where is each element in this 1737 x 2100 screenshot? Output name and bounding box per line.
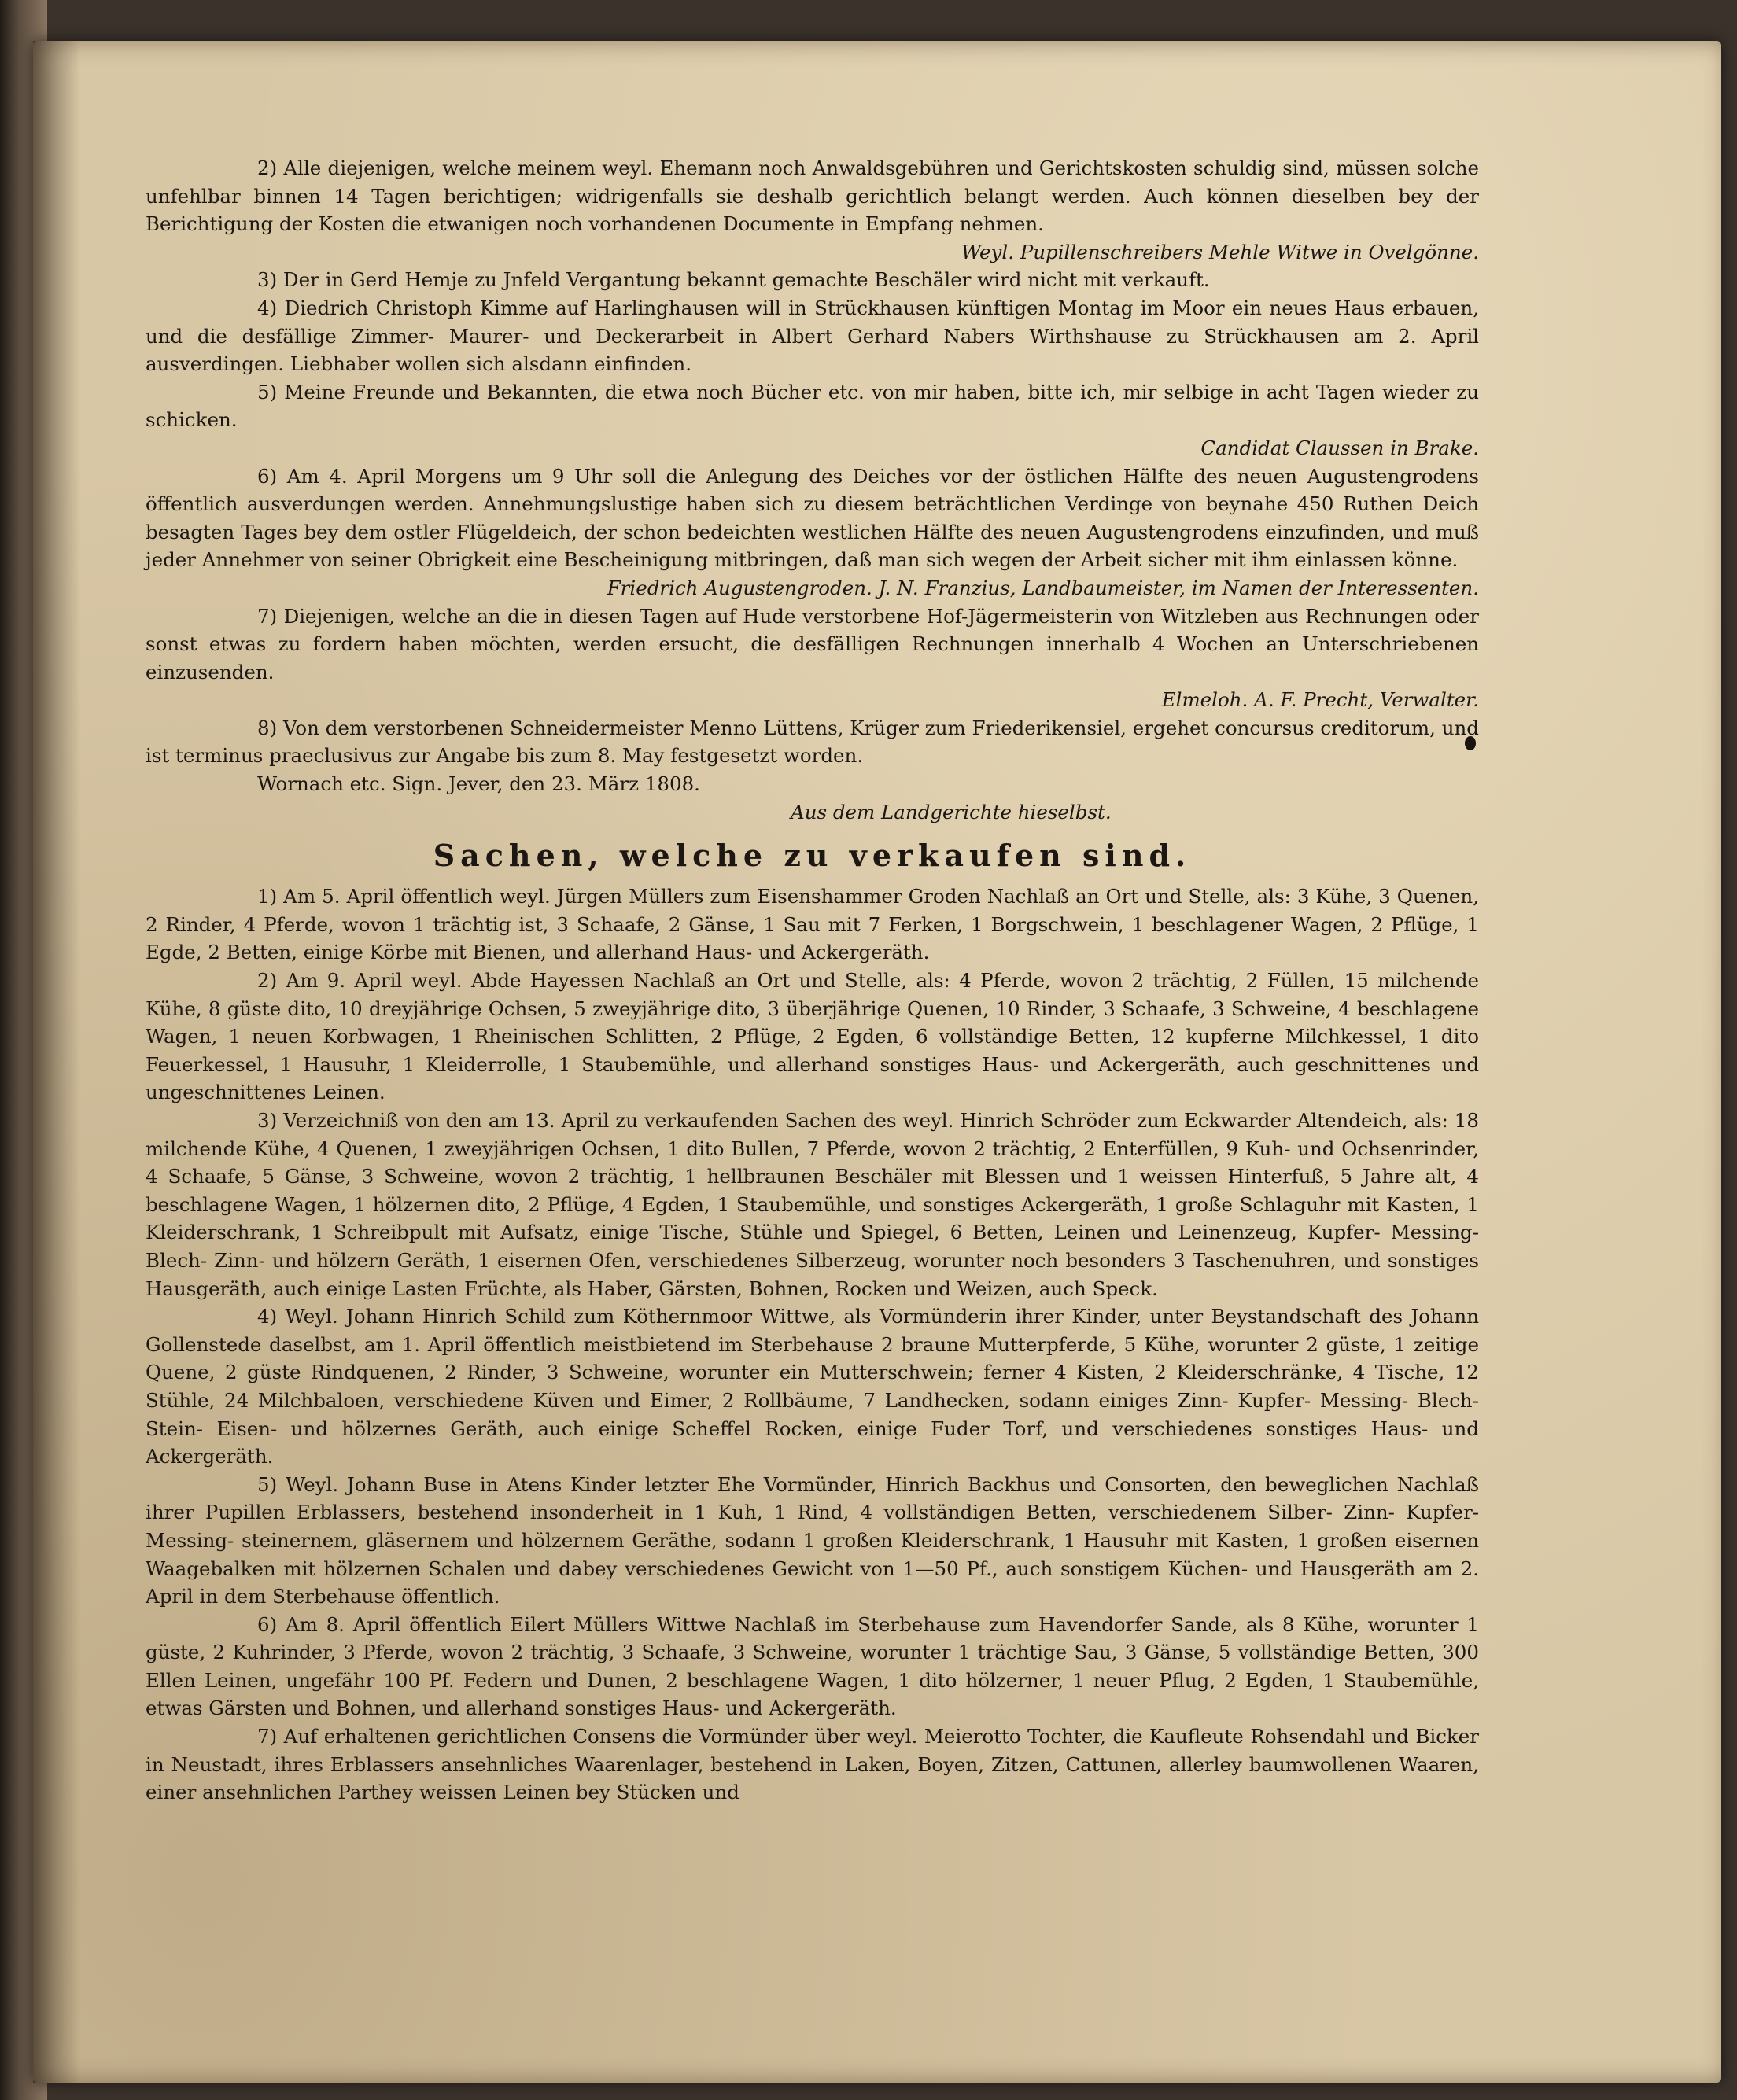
notice-text: 3) Der in Gerd Hemje zu Jnfeld Vergantung bekannt gemachte Beschäler wird nicht mit verkauft. [257, 268, 1210, 292]
court-line: Aus dem Landgerichte hieselbst. [791, 800, 1112, 823]
gutter-shadow [33, 41, 80, 2083]
notice-7 [146, 602, 1479, 714]
notice-signature: Weyl. Pupillenschreibers Mehle Witwe in Ovelgönne. [961, 240, 1479, 263]
sale-item: 5) Weyl. Johann Buse in Atens Kinder letzter Ehe Vormünder, Hinrich Backhus und Consorten, den beweglichen Nachlaß ihrer Pupillen Erblassers, bestehend insonderheit in 1 Kuh, 1 Rind, 4 vollständigen Betten, verschiedenem Silber- Zinn- Kupfer- Messing- steinernem, gläsernem und hölzernem Geräthe, sodann 1 großen Kleiderschrank, 1 Hausuhr mit Kasten, 1 großen eisernen Waagebalken mit hölzernen Schalen und dabey verschiedenes Gewicht von 1—50 Pf., auch sonstigem Küchen- und Hausgeräth am 2. April in dem Sterbehause öffentlich. [146, 1472, 1479, 1608]
section-title: Sachen, welche zu verkaufen sind. [433, 838, 1192, 874]
sale-item: 3) Verzeichniß von den am 13. April zu verkaufenden Sachen des weyl. Hinrich Schröder zum Eckwarder Altendeich, als: 18 milchende Kühe, 4 Quenen, 1 zweyjährigen Ochsen, 1 dito Bullen, 7 Pferde, wovon 2 trächtig, 2 Enterfüllen, 9 Kuh- und Ochsenrinder, 4 Schaafe, 5 Gänse, 3 Schweine, wovon 2 trächtig, 1 hellbraunen Beschäler mit Blessen und 1 weissen Hinterfuß, 5 Jahre alt, 4 beschlagene Wagen, 1 hölzernen dito, 2 Pflüge, 4 Egden, 1 Staubemühle, und sonstiges Ackergeräth, 1 große Schlaguhr mit Kasten, 1 Kleiderschrank, 1 Schreibpult mit Aufsatz, einige Tische, Stühle und Spiegel, 6 Betten, Leinen und Leinenzeug, Kupfer- Messing- Blech- Zinn- und hölzern Geräth, 1 eisernen Ofen, verschiedenes Silberzeug, worunter noch besonders 3 Taschenuhren, und sonstiges Hausgeräth, auch einige Lasten Früchte, als Haber, Gärsten, Bohnen, Rocken und Weizen, auch Speck. [146, 1109, 1479, 1300]
notice-4 [146, 294, 1479, 378]
notice-text: 5) Meine Freunde und Bekannten, die etwa noch Bücher etc. von mir haben, bitte ich, mir selbige in acht Tagen wieder zu schicken. [146, 380, 1479, 432]
notice-text: 7) Diejenigen, welche an die in diesen Tagen auf Hude verstorbene Hof-Jägermeisterin von Witzleben aus Rechnungen oder sonst etwas zu fordern haben möchten, werden ersucht, die desfälligen Rechnungen innerhalb 4 Wochen an Unterschriebenen einzusenden. [146, 604, 1479, 683]
notice-signature: Candidat Claussen in Brake. [1200, 436, 1479, 459]
sale-item: 2) Am 9. April weyl. Abde Hayessen Nachlaß an Ort und Stelle, als: 4 Pferde, wovon 2 trächtig, 2 Füllen, 15 milchende Kühe, 8 güste dito, 10 dreyjährige Ochsen, 5 zweyjährige dito, 3 überjährige Quenen, 10 Rinder, 3 Schaafe, 3 Schweine, 4 beschlagene Wagen, 1 neuen Korbwagen, 1 Rheinischen Schlitten, 2 Pflüge, 2 Egden, 6 vollständige Betten, 12 kupferne Milchkessel, 1 dito Feuerkessel, 1 Hausuhr, 1 Kleiderrolle, 1 Staubemühle, und allerhand sonstiges Haus- und Ackergeräth, auch geschnittenes und ungeschnittenes Leinen. [146, 969, 1479, 1104]
notice-signature: Friedrich Augustengroden. J. N. Franzius, Landbaumeister, im Namen der Interessenten. [607, 576, 1479, 599]
notice-signature: Elmeloh. A. F. Precht, Verwalter. [1161, 688, 1479, 712]
page-text-block [146, 154, 1479, 1807]
sale-item: 1) Am 5. April öffentlich weyl. Jürgen Müllers zum Eisenshammer Groden Nachlaß an Ort und Stelle, als: 3 Kühe, 3 Quenen, 2 Rinder, 4 Pferde, wovon 1 trächtig ist, 3 Schaafe, 2 Gänse, 1 Sau mit 7 Ferken, 1 Borgschwein, 1 beschlagener Wagen, 2 Pflüge, 1 Egde, 2 Betten, einige Körbe mit Bienen, und allerhand Haus- und Ackergeräth. [146, 885, 1479, 964]
sale-item: 4) Weyl. Johann Hinrich Schild zum Köthernmoor Wittwe, als Vormünderin ihrer Kinder, unter Beystandschaft des Johann Gollenstede daselbst, am 1. April öffentlich meistbietend im Sterbehause 2 braune Mutterpferde, 5 Kühe, worunter 2 güste, 1 zeitige Quene, 2 güste Rindquenen, 2 Rinder, 3 Schweine, worunter ein Mutterschwein; ferner 4 Kisten, 2 Kleiderschränke, 4 Tische, 12 Stühle, 24 Milchbaloen, verschiedene Küven und Eimer, 2 Rollbäume, 7 Landhecken, sodann einiges Zinn- Kupfer- Messing- Blech- Stein- Eisen- und hölzernes Geräth, auch einige Scheffel Rocken, einige Fuder Torf, und verschiedenes sonstiges Haus- und Ackergeräth. [146, 1305, 1479, 1468]
notice-text: 6) Am 4. April Morgens um 9 Uhr soll die Anlegung des Deiches vor der östlichen Hälfte des neuen Augustengrodens öffentlich ausverdungen werden. Annehmungslustige haben sich zu diesem beträchtlichen Verdinge von beynahe 450 Ruthen Deich besagten Tages bey dem ostler Flügeldeich, der schon bedeichten westlichen Hälfte des neuen Augustengrodens einzufinden, und muß jeder Annehmer von seiner Obrigkeit eine Bescheinigung mitbringen, daß man sich wegen der Arbeit sicher mit ihm einlassen könne. [146, 464, 1479, 572]
notice-text: 2) Alle diejenigen, welche meinem weyl. Ehemann noch Anwaldsgebühren und Gerichtskosten schuldig sind, müssen solche unfehlbar binnen 14 Tagen berichtigen; widrigenfalls sie deshalb gerichtlich belangt werden. Auch können dieselben bey der Berichtigung der Kosten die etwanigen noch vorhandenen Documente in Empfang nehmen. [146, 157, 1479, 236]
notice-8 [146, 714, 1479, 770]
notice-text: 8) Von dem verstorbenen Schneidermeister Menno Lüttens, Krüger zum Friederikensiel, ergehet concursus creditorum, und ist terminus praeclusivus zur Angabe bis zum 8. May festgesetzt worden. [146, 716, 1479, 768]
sale-item: 6) Am 8. April öffentlich Eilert Müllers Wittwe Nachlaß im Sterbehause zum Havendorfer Sande, als 8 Kühe, worunter 1 güste, 2 Kuhrinder, 3 Pferde, wovon 2 trächtig, 3 Schaafe, 3 Schweine, worunter 1 trächtige Sau, 3 Gänse, 5 vollständige Betten, 300 Ellen Leinen, ungefähr 100 Pf. Federn und Dunen, 2 beschlagene Wagen, 1 dito hölzerner, 1 neuer Pflug, 2 Egden, 1 Staubemühle, etwas Gärsten und Bohnen, und allerhand sonstiges Haus- und Ackergeräth. [146, 1612, 1479, 1720]
notice-5 [146, 378, 1479, 462]
notice-text: 4) Diedrich Christoph Kimme auf Harlinghausen will in Strückhausen künftigen Montag im Moor ein neues Haus erbauen, und die desfällige Zimmer- Maurer- und Deckerarbeit in Albert Gerhard Nabers Wirthshause zu Strückhausen am 2. April ausverdingen. Liebhaber wollen sich alsdann einfinden. [146, 296, 1479, 376]
sale-item: 7) Auf erhaltenen gerichtlichen Consens die Vormünder über weyl. Meierotto Tochter, die Kaufleute Rohsendahl und Bicker in Neustadt, ihres Erblassers ansehnliches Waarenlager, bestehend in Laken, Boyen, Zitzen, Cattunen, allerley baumwollenen Waaren, einer ansehnlichen Parthey weissen Leinen bey Stücken und [146, 1725, 1479, 1804]
notice-2 [146, 154, 1479, 266]
notice-6 [146, 462, 1479, 602]
closing-line: Wornach etc. Sign. Jever, den 23. März 1808. [257, 772, 700, 796]
notice-3 [146, 266, 1479, 294]
